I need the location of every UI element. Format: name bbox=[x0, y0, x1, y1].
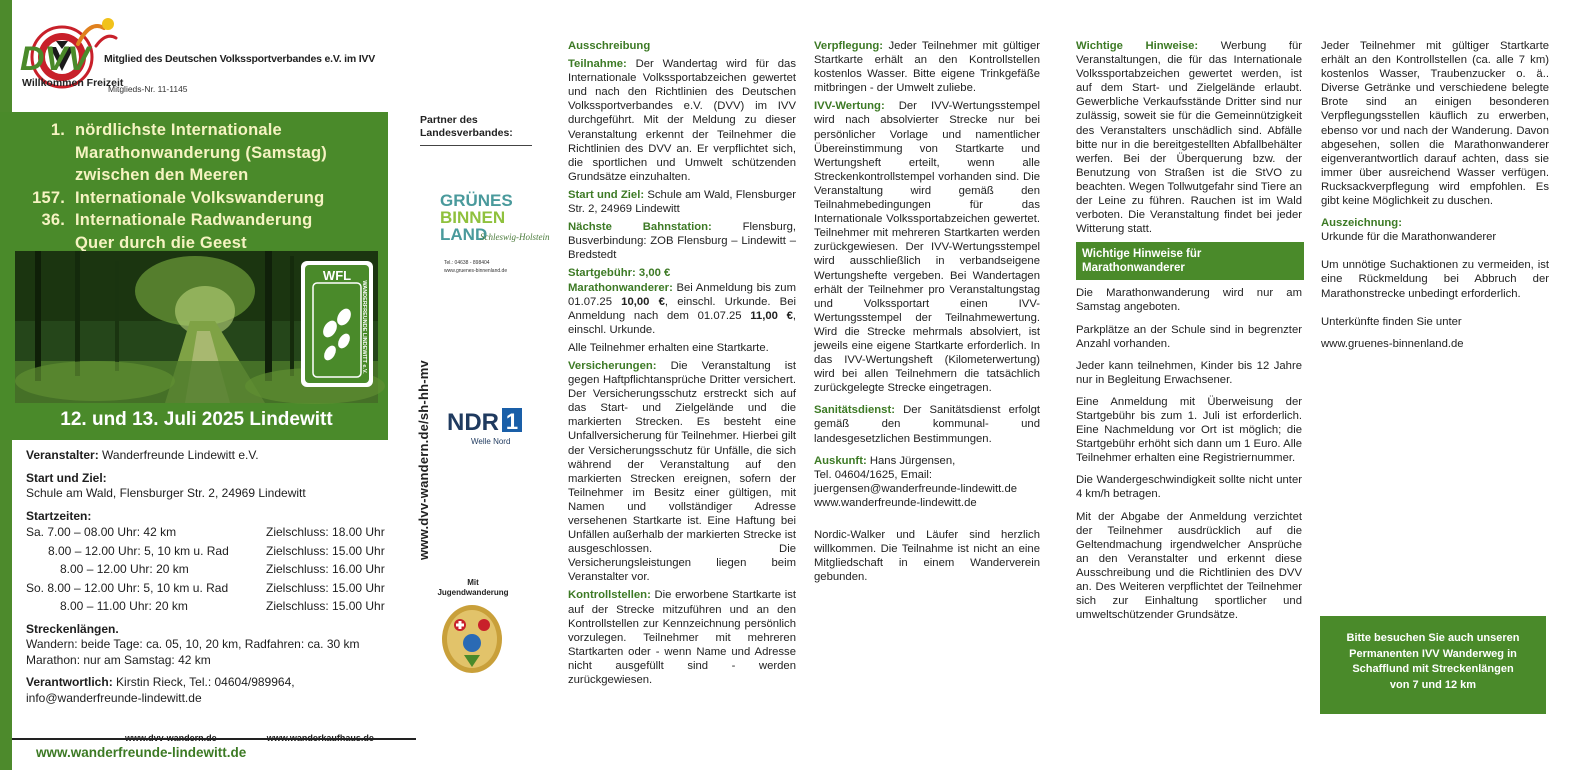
ndr-logo-number: 1 bbox=[505, 409, 519, 434]
partner-heading bbox=[420, 114, 513, 140]
member-number: Mitglieds-Nr. 11-1145 bbox=[108, 84, 188, 94]
auskunft-website-link[interactable]: www.wanderfreunde-lindewitt.de bbox=[814, 496, 977, 509]
organizer bbox=[26, 448, 394, 464]
partner-heading-line: Partner des bbox=[420, 114, 478, 126]
route-lengths-label: Streckenlängen. bbox=[26, 621, 119, 636]
title-row bbox=[20, 164, 380, 187]
start-times-table bbox=[26, 525, 394, 615]
organizer-value: Wanderfreunde Lindewitt e.V. bbox=[102, 448, 259, 462]
finish-time: Zielschluss: 18.00 Uhr bbox=[266, 525, 385, 539]
youth-hike-badge-icon bbox=[440, 603, 504, 675]
marathon-fee-text: , einschl. Urkunde. Bei Anmeldung nach dem 01.07.25 bbox=[568, 295, 796, 322]
gb-logo-line: LAND bbox=[440, 225, 488, 244]
start-heading: Start und Ziel: bbox=[568, 188, 645, 201]
nordic-walker-note: Nordic-Walker und Läufer sind herzlich willkommen. Die Teilnahme ist nicht an eine Mitgliedschaft in einem Wanderverein gebunden. bbox=[814, 529, 1040, 584]
wanderkaufhaus-link[interactable]: www.wanderkaufhaus.de bbox=[266, 733, 374, 743]
title-row bbox=[20, 142, 380, 165]
responsible-email-link[interactable]: info@wanderfreunde-lindewitt.de bbox=[26, 690, 202, 705]
title-line: Quer durch die Geest bbox=[75, 233, 247, 252]
youth-hike-label-line: Mit bbox=[467, 578, 479, 587]
verpflegung-text: Jeder Teilnehmer mit gültiger Startkarte erhält an den Kontrollstellen kostenlos Wasser. Bitte eigene Trinkgefäße mitbringen - der Umwelt zuliebe. bbox=[814, 40, 1040, 95]
ivv-wertung-text: Der IVV-Wertungsstempel wird nach absolvierter Strecke nur bei persönlicher Vorlage und namentlicher Übereinstimmung von Startkarte und Wertungsheft erteilt, wenn alle Streckenkontrollstempel vorhanden sind. Die Veranstaltung wird gemäß den Teilnahmebedingungen für das Internationale Volkssportabzeichen gewertet. Teilnehmer mit mehreren Startkarten werden zurückgewiesen. Der IVV-Wertungsstempel wird ausschließlich in verbandseigene Wertungshefte vergeben. Bei Wandertagen erhält der Teilnehmer pro Veranstaltungstag und Volkssportart einen IVV-Wertungsstempel der Teilnahmewertung. Wird die Strecke mehrmals absolviert, ist jeweils eine eigene Startkarte erforderlich. In das IVV-Wertungsheft (Kilometerwertung) wird bei allen Teilnehmern die tatsächlich zurückgelegte Strecke eingetragen. bbox=[814, 100, 1040, 395]
marathon-notes-heading-box: Wichtige Hinweise für Marathonwanderer bbox=[1076, 242, 1304, 280]
auszeichnung-heading: Auszeichnung: bbox=[1321, 217, 1402, 230]
wichtige-hinweise-heading: Wichtige Hinweise: bbox=[1076, 40, 1199, 52]
title-line: Internationale Volkswanderung bbox=[75, 188, 325, 207]
ndr-1-welle-nord-logo-icon bbox=[445, 400, 527, 450]
dvv-logo-icon bbox=[18, 14, 133, 89]
start-time-slot: 8.00 – 12.00 Uhr: 20 km bbox=[60, 562, 189, 576]
title-line: Marathonwanderung (Samstag) bbox=[75, 143, 328, 162]
youth-hike-label-line: Jugendwanderung bbox=[437, 588, 509, 597]
organizer-label: Veranstalter: bbox=[26, 448, 99, 462]
column-notes bbox=[1076, 39, 1302, 626]
column-services bbox=[814, 39, 1040, 588]
gb-contact-line: Tel.: 04638 - 898404 bbox=[444, 260, 490, 266]
dvv-landesverband-url[interactable]: www.dvv-wandern.de/sh-hh-mv bbox=[416, 360, 431, 560]
sanitaetsdienst-heading: Sanitätsdienst: bbox=[814, 404, 895, 417]
responsible bbox=[26, 675, 394, 706]
start-times bbox=[26, 509, 394, 615]
wichtige-hinweise-text: Werbung für Veranstaltungen, die für das Internationale Volkssportabzeichen gewertet werden, ist auf dem Start- und Zielgelände erlaubt. Gewerbliche Verkaufsstände Dritter sind nur zulässig, soweit sie für die Gemeinnützigkeit des Veranstalters unschädlich sind. Abfälle bitte nur in die bereitgestellten Abfallbehälter werfen. Bei der Überquerung bzw. der Benutzung von Straßen ist die StVO zu beachten. Wegen Tollwutgefahr sind Tiere an der Leine zu führen. Rauchen ist im Wald verboten. Die Veranstaltung findet bei jeder Witterung statt. bbox=[1076, 40, 1303, 236]
startgebuehr-heading: Startgebühr: 3,00 € bbox=[568, 267, 671, 280]
marathon-fee-late: 11,00 € bbox=[750, 309, 793, 322]
column-rules bbox=[568, 39, 796, 691]
member-line: Mitglied des Deutschen Volkssportverbandes e.V. im IVV bbox=[104, 53, 376, 65]
footer-links bbox=[125, 733, 424, 743]
verpflegung-heading: Verpflegung: bbox=[814, 40, 884, 52]
auskunft-email-link[interactable]: juergensen@wanderfreunde-lindewitt.de bbox=[814, 482, 1018, 495]
title-row bbox=[20, 119, 380, 142]
wfl-club-logo-icon bbox=[299, 259, 375, 389]
bahn-heading: Nächste Bahnstation: bbox=[568, 221, 712, 234]
start-times-label: Startzeiten: bbox=[26, 508, 92, 523]
marathon-note: Jeder kann teilnehmen, Kinder bis 12 Jahre nur in Begleitung Erwachsener. bbox=[1076, 359, 1302, 386]
marathon-fee-early: 10,00 € bbox=[621, 295, 665, 308]
permanent-trail-line: Permanenten IVV Wanderweg in bbox=[1349, 647, 1517, 660]
kontrollstellen-text: Die erworbene Startkarte ist auf der Strecke mitzuführen und an den Kontrollstellen zur Kennzeichnung persönlich vorzulegen. Teilnehmer mit mehreren Startkarten oder - wenn Name und Adresse nicht ausgefüllt sind - werden zurückgewiesen. bbox=[568, 589, 797, 687]
marathon-fee-text: Bei Anmeldung bis zum 01.07.25 bbox=[568, 281, 796, 308]
auszeichnung-text: Urkunde für die Marathonwanderer bbox=[1321, 231, 1497, 244]
event-date-banner: 12. und 13. Juli 2025 Lindewitt bbox=[60, 409, 333, 430]
event-titles bbox=[20, 119, 380, 254]
title-number: 1. bbox=[50, 121, 65, 139]
teilnahme-heading: Teilnahme: bbox=[568, 58, 627, 71]
start-finish bbox=[26, 471, 394, 502]
column-marathon-info bbox=[1321, 39, 1549, 355]
partner-divider bbox=[420, 145, 532, 146]
finish-time: Zielschluss: 15.00 Uhr bbox=[266, 543, 385, 558]
dvv-link[interactable]: www.dvv-wandern.de bbox=[125, 733, 217, 743]
versicherungen-heading: Versicherungen: bbox=[568, 359, 657, 372]
title-row bbox=[20, 187, 380, 210]
gb-logo-line: BINNEN bbox=[440, 208, 506, 227]
sanitaetsdienst-text: Der Sanitätsdienst erfolgt gemäß den kommunal- und landesgesetzlichen Bestimmungen. bbox=[814, 404, 1041, 445]
permanent-trail-line: Schafflund mit Streckenlängen bbox=[1352, 663, 1514, 675]
route-lengths bbox=[26, 622, 394, 669]
youth-hike-label bbox=[418, 578, 528, 598]
abbruch-note: Um unnötige Suchaktionen zu vermeiden, ist eine Rückmeldung bei Abbruch der Marathonstrecke unbedingt erforderlich. bbox=[1321, 259, 1549, 300]
versicherungen-text: Die Veranstaltung ist gegen Haftpflichtansprüche Dritter versichert. Der Versicherungsschutz erstreckt sich auf das Start- und Zielgelände und die markierten Strecken. Es besteht eine Unfallversicherung für Teilnehmer. Hierbei gilt der Versicherungsschutz für Unfälle, die sich während der Veranstaltung auf den markierten Strecken ereignen, sofern der Teilnehmer im Besitz einer gültigen, mit Namen und vollständiger Adresse versehenen Startkarte ist. Eine Haftung bei Unfällen außerhalb der markierten Strecke ist ausgeschlossen. Die Versicherungsleistungen liegen beim Veranstalter vor. bbox=[568, 359, 796, 584]
startkarte-note: Alle Teilnehmer erhalten eine Startkarte. bbox=[568, 341, 769, 354]
title-number: 36. bbox=[41, 211, 65, 229]
ausschreibung-heading: Ausschreibung bbox=[568, 40, 651, 52]
route-lengths-line: Wandern: beide Tage: ca. 05, 10, 20 km, Radfahren: ca. 30 km bbox=[26, 637, 360, 651]
title-number: 157. bbox=[32, 188, 65, 207]
auskunft-line: Tel. 04604/1625, Email: bbox=[814, 468, 933, 481]
gb-logo-line: GRÜNES bbox=[440, 191, 513, 210]
dvv-tagline: Willkommen Freizeit bbox=[22, 77, 124, 89]
start-time-slot: 8.00 – 12.00 Uhr: 5, 10 km u. Rad bbox=[48, 543, 229, 558]
marathon-note: Eine Anmeldung mit Überweisung der Startgebühr bis zum 1. Juli ist erforderlich. Eine Nachmeldung vor Ort ist möglich; die Startgebühr erhöht sich dann um 1 Euro. Alle Teilnehmer erhalten eine Registriernummer. bbox=[1076, 395, 1302, 465]
title-line: zwischen den Meeren bbox=[75, 166, 249, 184]
responsible-label: Verantwortlich: bbox=[26, 675, 113, 689]
marathon-fee-heading: Marathonwanderer: bbox=[568, 281, 673, 294]
route-lengths-line: Marathon: nur am Samstag: 42 km bbox=[26, 652, 211, 667]
start-label: Start und Ziel: bbox=[26, 470, 107, 485]
gb-logo-script: Schleswig-Holstein bbox=[480, 232, 550, 242]
wfl-badge-text: WFL bbox=[322, 268, 352, 283]
event-info bbox=[26, 448, 394, 713]
title-line: nördlichste Internationale bbox=[75, 121, 282, 139]
partner-heading-line: Landesverbandes: bbox=[420, 127, 513, 139]
marathon-note: Parkplätze an der Schule sind in begrenzter Anzahl vorhanden. bbox=[1076, 323, 1302, 350]
start-time-slot: So. 8.00 – 12.00 Uhr: 5, 10 km u. Rad bbox=[26, 580, 229, 595]
marathon-note: Die Marathonwanderung wird nur am Samstag angeboten. bbox=[1076, 287, 1302, 314]
gb-contact-line: www.gruenes-binnenland.de bbox=[444, 268, 508, 274]
start-time-slot: 8.00 – 11.00 Uhr: 20 km bbox=[60, 599, 188, 613]
marathon-note: Die Wandergeschwindigkeit sollte nicht unter 4 km/h betragen. bbox=[1076, 474, 1302, 501]
unterkuenfte-text: Unterkünfte finden Sie unter bbox=[1321, 315, 1462, 328]
start-time-slot: Sa. 7.00 – 08.00 Uhr: 42 km bbox=[26, 525, 177, 539]
permanent-trail-line: Bitte besuchen Sie auch unseren bbox=[1346, 632, 1520, 644]
start-text: Schule am Wald, Flensburger Str. 2, 24969 Lindewitt bbox=[568, 188, 797, 216]
start-value: Schule am Wald, Flensburger Str. 2, 24969 Lindewitt bbox=[26, 486, 306, 500]
permanent-trail-box bbox=[1320, 616, 1546, 714]
title-line: Internationale Radwanderung bbox=[75, 211, 313, 229]
responsible-value: Kirstin Rieck, Tel.: 04604/989964, bbox=[116, 675, 295, 689]
finish-time: Zielschluss: 16.00 Uhr bbox=[266, 562, 385, 576]
auskunft-line: Hans Jürgensen, bbox=[869, 454, 956, 467]
ivv-wertung-heading: IVV-Wertung: bbox=[814, 100, 885, 113]
gruenes-binnenland-logo-icon bbox=[436, 190, 550, 282]
marathon-note: Mit der Abgabe der Anmeldung verzichtet der Teilnehmer ausdrücklich auf die Geltendmachung irgendwelcher Ansprüche an den Veranstalter und erkennt diese Ausschreibung und die Richtlinien des DVV an. Des Weiteren verpflichtet der Teilnehmer sich zur Einhaltung sportlicher und umweltschützender Grundsätze. bbox=[1076, 510, 1302, 622]
finish-time: Zielschluss: 15.00 Uhr bbox=[266, 599, 385, 613]
permanent-trail-line: von 7 und 12 km bbox=[1389, 678, 1477, 691]
unterkuenfte-link[interactable]: www.gruenes-binnenland.de bbox=[1321, 337, 1464, 350]
auskunft-heading: Auskunft: bbox=[814, 454, 867, 467]
ndr-logo-text: NDR bbox=[447, 409, 499, 436]
title-row bbox=[20, 209, 380, 232]
club-website-link[interactable]: www.wanderfreunde-lindewitt.de bbox=[36, 745, 247, 760]
ndr-logo-sub: Welle Nord bbox=[471, 437, 511, 446]
marathon-fee-text: , einschl. Urkunde. bbox=[568, 309, 796, 336]
bahn-text: Flensburg, Busverbindung: ZOB Flensburg – Lindewitt – Bredstedt bbox=[568, 221, 797, 262]
dvv-logo-text: DVV bbox=[20, 40, 90, 78]
teilnahme-text: Der Wandertag wird für das Internationale Volkssportabzeichen gewertet und nach den Richtlinien des Deutschen Volkssportverbandes e.V. (DVV) im IVV durchgeführt. Mit der Meldung zu dieser Veranstaltung erkennt der Teilnehmer die Richtlinien des DVV an. Er verpflichtet sich, die sportlichen und Umwelt schützenden Grundsätze einzuhalten. bbox=[568, 58, 796, 183]
marathon-supply-text: Jeder Teilnehmer mit gültiger Startkarte erhält an den Kontrollstellen (ca. alle 7 km) kostenlos Wasser, Traubenzucker o. ä.. Diverse Getränke und verschiedene belegte Brote sind an einigen besonderen Verpflegungsstellen käuflich zu erwerben, ebenso vor und nach der Wanderung. Davon abgesehen, sollen die Marathonwanderer eigenverantwortlich darauf achten, dass sie immer über ausreichend Wasser verfügen. Rucksackverpflegung wird empfohlen. Es gibt keine Möglichkeit zu duschen. bbox=[1321, 40, 1549, 208]
wfl-badge-ring-text: WANDERFREUNDE LINDEWITT e.V. bbox=[361, 280, 367, 374]
kontrollstellen-heading: Kontrollstellen: bbox=[568, 589, 651, 602]
finish-time: Zielschluss: 15.00 Uhr bbox=[266, 580, 385, 595]
